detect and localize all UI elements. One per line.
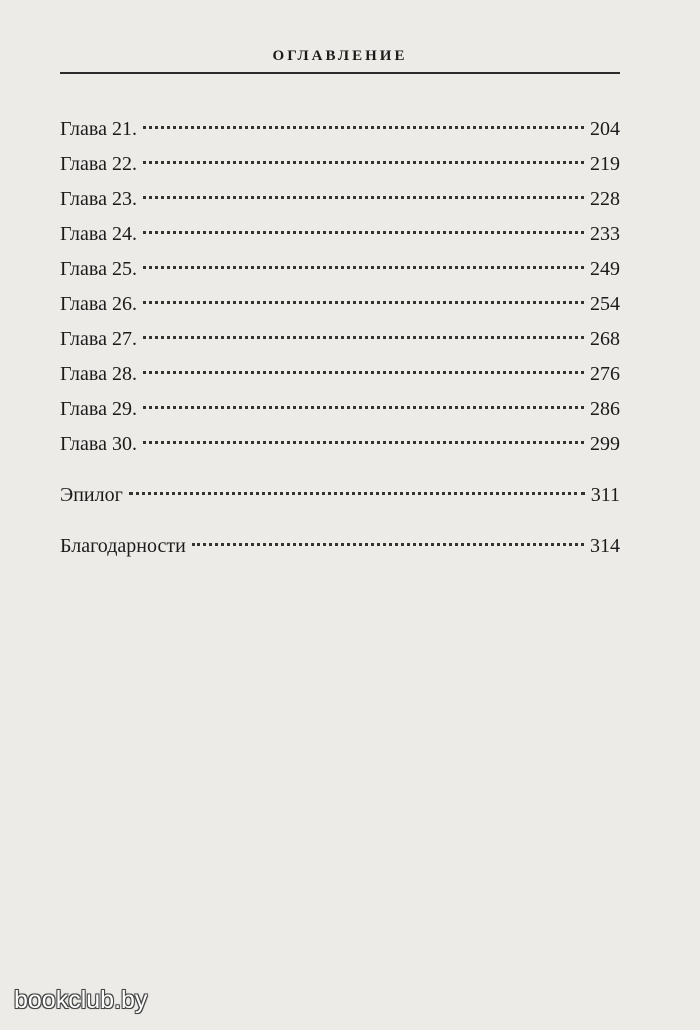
toc-entry-page: 299 xyxy=(590,433,620,455)
toc-entry xyxy=(60,217,620,252)
toc-entry-title: Благодарности xyxy=(60,535,186,557)
toc-leader-dots xyxy=(143,301,584,304)
toc-leader-dots xyxy=(129,492,585,495)
toc-entry-page: 254 xyxy=(590,293,620,315)
toc-entry-page: 286 xyxy=(590,398,620,420)
toc-entry-title: Глава 21. xyxy=(60,118,137,140)
toc-entry xyxy=(60,147,620,182)
toc-entry-title: Глава 24. xyxy=(60,223,137,245)
toc-leader-dots xyxy=(143,126,584,129)
toc-entry-page: 233 xyxy=(590,223,620,245)
toc-leader-dots xyxy=(143,231,584,234)
toc-entry-title: Глава 22. xyxy=(60,153,137,175)
toc-entry xyxy=(60,182,620,217)
toc-entry-title: Глава 25. xyxy=(60,258,137,280)
toc-entry-epilogue xyxy=(60,478,620,513)
toc-entry-page: 228 xyxy=(590,188,620,210)
toc-entry xyxy=(60,322,620,357)
header-divider xyxy=(60,72,620,74)
toc-entry-page: 249 xyxy=(590,258,620,280)
toc-entry-acknowledgements xyxy=(60,529,620,564)
toc-entry-title: Глава 26. xyxy=(60,293,137,315)
toc-entry-title: Эпилог xyxy=(60,484,123,506)
watermark-text: bookclub.by xyxy=(14,986,148,1014)
toc-leader-dots xyxy=(143,336,584,339)
toc-entry-title: Глава 29. xyxy=(60,398,137,420)
toc-entry-page: 204 xyxy=(590,118,620,140)
toc-entry xyxy=(60,392,620,427)
toc-entry xyxy=(60,427,620,462)
toc-leader-dots xyxy=(143,371,584,374)
page-title: ОГЛАВЛЕНИЕ xyxy=(272,48,408,64)
toc-leader-dots xyxy=(143,441,584,444)
table-of-contents xyxy=(60,112,620,564)
toc-leader-dots xyxy=(143,266,584,269)
toc-entry-page: 268 xyxy=(590,328,620,350)
toc-entry-page: 276 xyxy=(590,363,620,385)
toc-leader-dots xyxy=(192,543,584,546)
toc-entry-title: Глава 28. xyxy=(60,363,137,385)
toc-entry-title: Глава 30. xyxy=(60,433,137,455)
toc-entry-page: 219 xyxy=(590,153,620,175)
toc-entry-page: 311 xyxy=(590,484,620,506)
toc-entry xyxy=(60,357,620,392)
toc-leader-dots xyxy=(143,196,584,199)
toc-entry-title: Глава 23. xyxy=(60,188,137,210)
toc-entry xyxy=(60,252,620,287)
toc-leader-dots xyxy=(143,161,584,164)
toc-entry-page: 314 xyxy=(590,535,620,557)
toc-entry xyxy=(60,112,620,147)
toc-entry xyxy=(60,287,620,322)
toc-leader-dots xyxy=(143,406,584,409)
toc-entry-title: Глава 27. xyxy=(60,328,137,350)
